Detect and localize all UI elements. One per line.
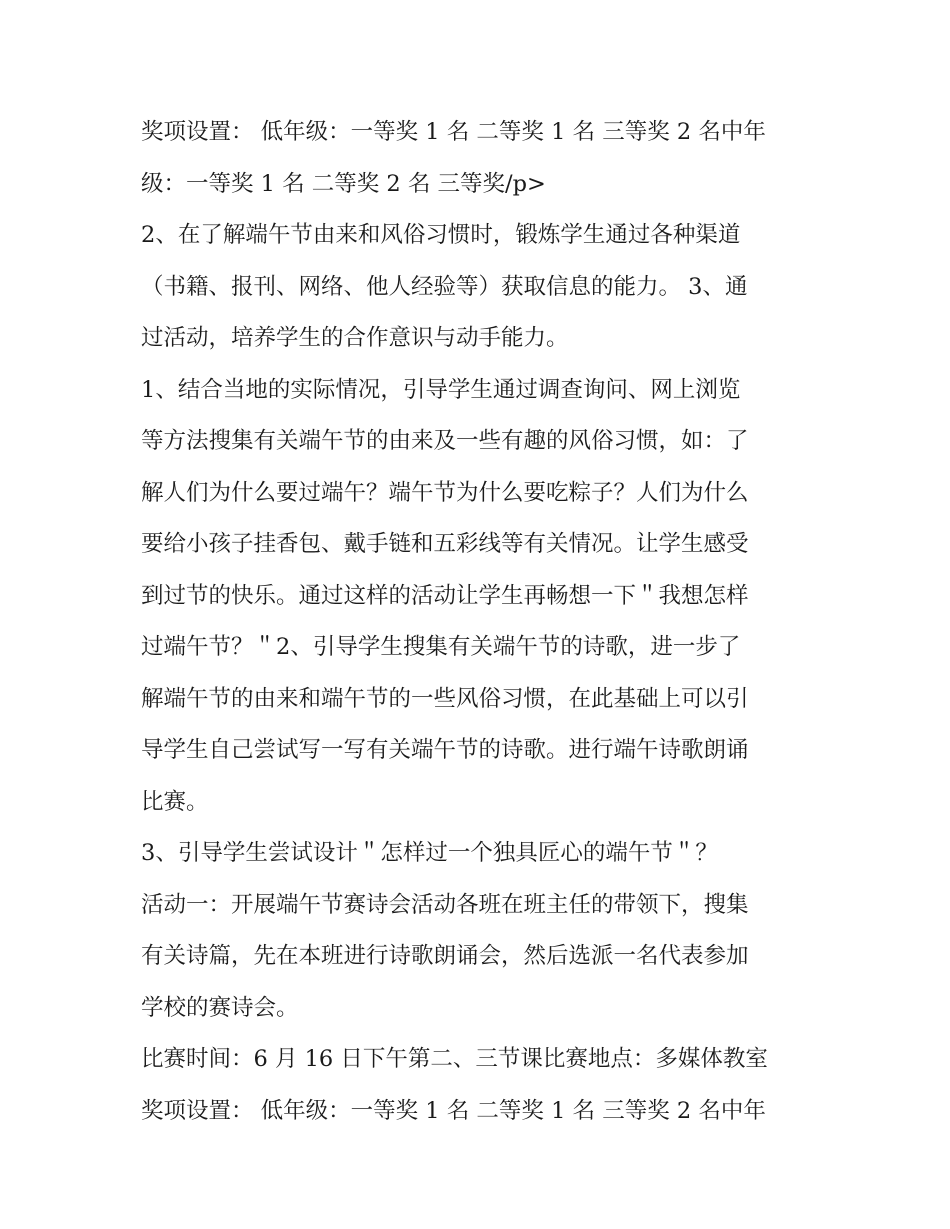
text-line: 奖项设置： 低年级：一等奖 1 名 二等奖 1 名 三等奖 2 名中年 [141,119,766,145]
text-line: 比赛。 [141,788,209,815]
text-line: 级：一等奖 1 名 二等奖 2 名 三等奖/p> [141,170,546,197]
text-line: 奖项设置： 低年级：一等奖 1 名 二等奖 1 名 三等奖 2 名中年 [141,1097,766,1124]
text-line: 过端午节？＂2、引导学生搜集有关端午节的诗歌，进一步了 [141,634,741,660]
text-line: 到过节的快乐。通过这样的活动让学生再畅想一下＂我想怎样 [141,582,749,609]
text-line: 2、在了解端午节由来和风俗习惯时，锻炼学生通过各种渠道 [141,222,741,248]
text-line: 3、引导学生尝试设计＂怎样过一个独具匠心的端午节＂？ [141,840,718,866]
text-line: 等方法搜集有关端午节的由来及一些有趣的风俗习惯，如：了 [141,428,749,454]
text-line: 解人们为什么要过端午？端午节为什么要吃粽子？人们为什么 [141,479,749,506]
text-line: 要给小孩子挂香包、戴手链和五彩线等有关情况。让学生感受 [141,531,749,557]
text-line: 解端午节的由来和端午节的一些风俗习惯，在此基础上可以引 [141,685,749,712]
text-line: 有关诗篇，先在本班进行诗歌朗诵会，然后选派一名代表参加 [141,943,749,969]
text-line: 活动一：开展端午节赛诗会活动各班在班主任的带领下，搜集 [141,891,749,918]
text-line: 比赛时间：6 月 16 日下午第二、三节课比赛地点：多媒体教室 [141,1046,768,1072]
text-line: 过活动，培养学生的合作意识与动手能力。 [141,325,569,351]
body-text [141,107,821,1137]
text-line: 导学生自己尝试写一写有关端午节的诗歌。进行端午诗歌朗诵 [141,737,749,763]
text-line: 学校的赛诗会。 [141,994,299,1021]
text-line: （书籍、报刊、网络、他人经验等）获取信息的能力。 3、通 [141,273,748,300]
text-line: 1、结合当地的实际情况，引导学生通过调查询问、网上浏览 [141,376,741,403]
